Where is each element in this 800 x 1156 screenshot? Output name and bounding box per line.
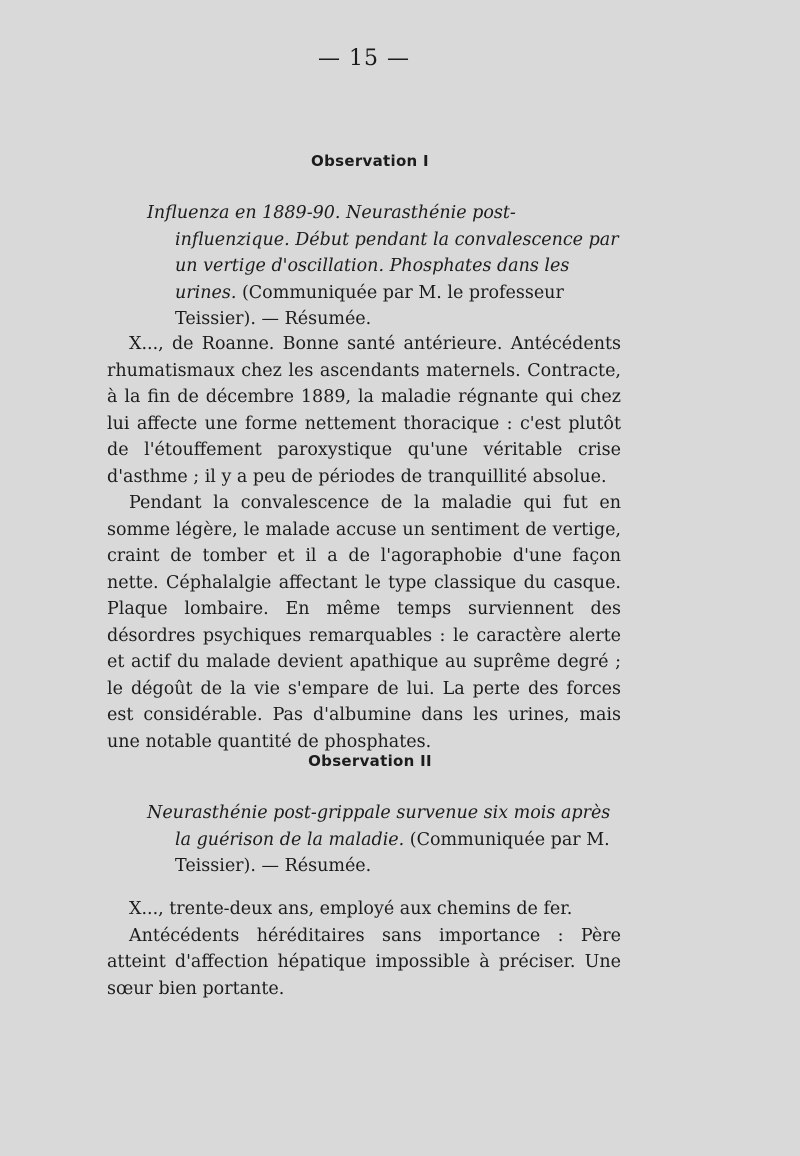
observation-1-paragraph-2: Pendant la convalescence de la maladie qui fut en somme légère, le malade accuse un sentiment de vertige, craint de tomber et il a de l'agoraphobie d'une façon nette. Céphalalgie affectant le type classique du casque. Plaque lombaire. En même temps surviennent des désordres psychiques remarquables : le caractère alerte et actif du malade devient apathique au suprême degré ; le dégoût de la vie s'empare de lui. La perte des forces est considérable. Pas d'albumine dans les urines, mais une notable quantité de phosphates. [107,493,621,752]
observation-2-paragraph-1: X..., trente-deux ans, employé aux chemins de fer. [129,899,573,919]
observation-2-summary-roman: (Communiquée par M. Teissier). — Résumée. [175,829,610,876]
observation-2-summary [147,800,622,880]
observation-1-summary [147,200,622,333]
observation-1-heading: Observation I [311,152,429,170]
observation-1-summary-roman: (Communiquée par M. le professeur Teissier). — Résumée. [175,282,564,329]
observation-2-summary-italic: Neurasthénie post-grippale survenue six mois après la guérison de la maladie. [147,803,611,850]
observation-1-body [107,331,621,755]
page-number: — 15 — [318,46,410,71]
observation-2-paragraph-2: Antécédents héréditaires sans importance : Père atteint d'affection hépatique impossible à préciser. Une sœur bien portante. [107,925,621,999]
observation-2-heading: Observation II [308,752,432,770]
observation-1-summary-italic: Influenza en 1889-90. Neurasthénie post-influenzique. Début pendant la convalescence par un vertige d'oscillation. Phosphates dans les urines. [147,203,619,303]
observation-1-paragraph-1: X..., de Roanne. Bonne santé antérieure. Antécédents rhumatismaux chez les ascendants maternels. Contracte, à la fin de décembre 1889, la maladie régnante qui chez lui affecte une forme nettement thoracique : c'est plutôt de l'étouffement paroxystique qu'une véritable crise d'asthme ; il y a peu de périodes de tranquillité absolue. [107,334,621,487]
observation-2-body [107,896,621,1002]
